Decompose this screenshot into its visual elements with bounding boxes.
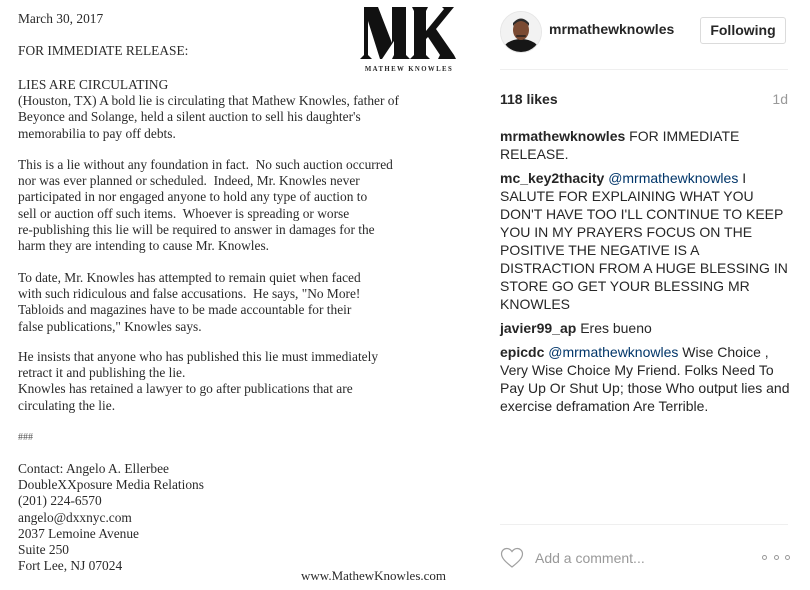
more-options-icon[interactable] <box>762 551 790 563</box>
release-paragraph: This is a lie without any foundation in fact. No such auction occurred nor was ever planned or scheduled. Indeed, Mr. Knowles never participated in nor engaged anyone to hold any type of auction to sell or auction off such items. Whoever is spreading or worse re-publishing this lie will be required to answer in damages for the harm they are intending to cause Mr. Knowles. <box>18 157 393 254</box>
comment-username[interactable]: epicdc <box>500 344 545 360</box>
post-author-username[interactable]: mrmathewknowles <box>549 21 675 37</box>
comment-text: Eres bueno <box>580 320 652 336</box>
post-age: 1d <box>772 91 788 107</box>
divider <box>500 524 788 525</box>
comment-text: FOR IMMEDIATE RELEASE. <box>500 128 740 162</box>
end-mark: ### <box>18 432 33 443</box>
comment-username[interactable]: mrmathewknowles <box>500 128 626 144</box>
add-comment-input[interactable] <box>535 547 755 569</box>
comment-text: Wise Choice , Very Wise Choice My Friend. Folks Need To Pay Up Or Shut Up; those Who output lies and exercise deframation Are Terrible. <box>500 344 790 414</box>
release-paragraph: To date, Mr. Knowles has attempted to remain quiet when faced with such ridiculous and false accusations. He says, "No More! Tabloids and magazines have to be made accountable for their false publications," Knowles says. <box>18 270 361 334</box>
website-text: www.MathewKnowles.com <box>301 568 447 583</box>
divider <box>500 69 788 70</box>
heart-outline-icon[interactable] <box>500 547 524 569</box>
comment-mention[interactable]: @mrmathewknowles <box>548 344 679 360</box>
comment-item <box>500 319 792 337</box>
comment-item <box>500 169 792 313</box>
release-date: March 30, 2017 <box>18 11 104 26</box>
release-paragraph: He insists that anyone who has published this lie must immediately retract it and publishing the lie. Knowles has retained a lawyer to go after publications that are circulating the lie. <box>18 349 379 413</box>
comment-text: I SALUTE FOR EXPLAINING WHAT YOU DON'T HAVE TOO I'LL CONTINUE TO KEEP YOU IN MY PRAYERS FOCUS ON THE POSITIVE THE NEGATIVE IS A DISTRACTION FROM A HUGE BLESSING IN STORE GO GET YOUR BLESSING MR KNOWLES <box>500 170 788 312</box>
logo-caption: MATHEW KNOWLES <box>364 66 454 73</box>
dot <box>774 555 779 560</box>
post-sidebar <box>480 0 810 590</box>
following-button[interactable]: Following <box>700 17 786 44</box>
comment-item <box>500 127 792 163</box>
release-paragraph: LIES ARE CIRCULATING (Houston, TX) A bold lie is circulating that Mathew Knowles, father of Beyonce and Solange, held a silent auction to sell his daughter's memorabilia to pay off debts. <box>18 77 399 141</box>
avatar[interactable] <box>500 11 542 53</box>
comment-username[interactable]: mc_key2thacity <box>500 170 605 186</box>
contact-block: Contact: Angelo A. Ellerbee DoubleXXposure Media Relations (201) 224-6570 angelo@dxxnyc.com 2037 Lemoine Avenue Suite 250 Fort Lee, NJ 07024 <box>18 461 204 574</box>
likes-count[interactable]: 118 likes <box>500 91 558 107</box>
dot <box>762 555 767 560</box>
comment-mention[interactable]: @mrmathewknowles <box>608 170 739 186</box>
comments-list <box>500 127 792 421</box>
comment-item <box>500 343 792 415</box>
dot <box>785 555 790 560</box>
release-header: FOR IMMEDIATE RELEASE: <box>18 43 189 58</box>
comment-username[interactable]: javier99_ap <box>500 320 577 336</box>
